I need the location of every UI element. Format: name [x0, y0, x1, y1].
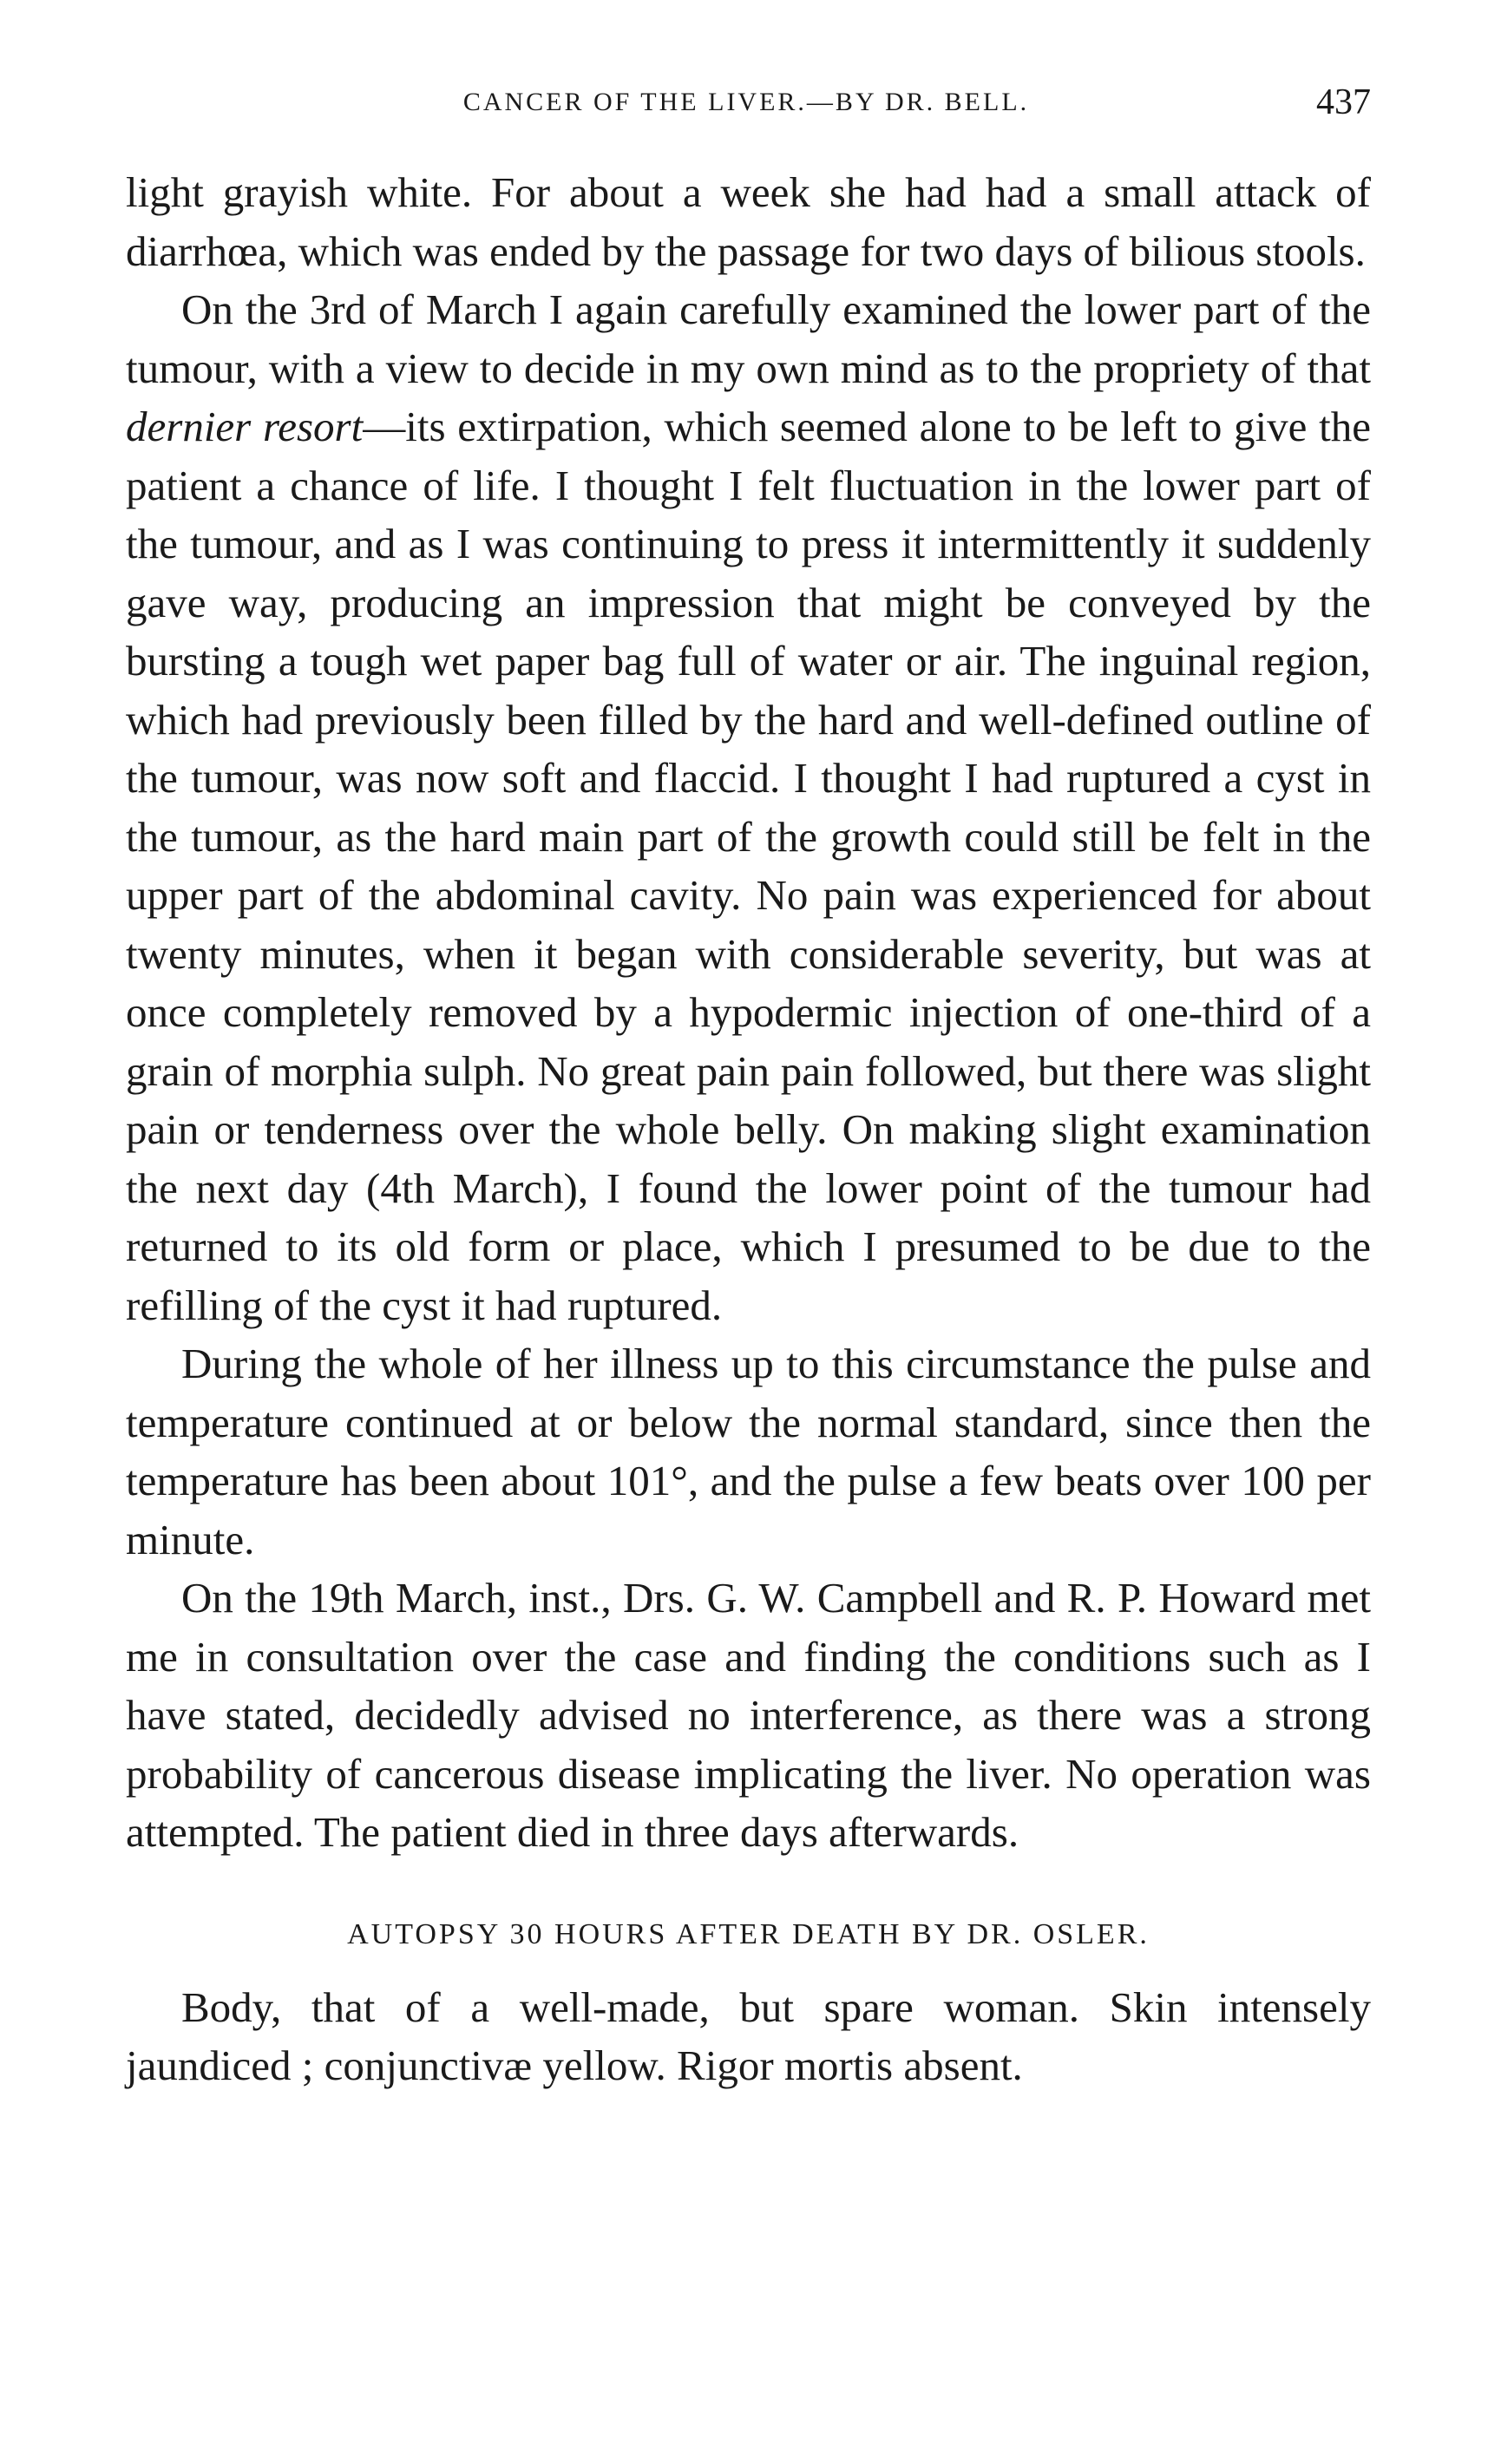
running-title: CANCER OF THE LIVER.—BY DR. BELL. — [462, 88, 1030, 116]
paragraph-continuation: light grayish white. For about a week she had had a small attack of diarrhœa, which was ended by the passage for two days of bilious stools. — [126, 168, 1371, 275]
body-text — [126, 163, 1371, 2095]
paragraph-examination — [126, 280, 1371, 1334]
running-head — [121, 76, 1371, 128]
section-heading: AUTOPSY 30 HOURS AFTER DEATH BY DR. OSLER. — [347, 1917, 1150, 1950]
paragraph-examination-after: —its extirpation, which seemed alone to be left to give the patient a chance of life. I thought I felt fluctuation in the lower part of the tumour, and as I was continuing to press it intermittently it suddenly gave way, producing an impression that might be conveyed by the bursting a tough wet paper bag full of water or air. The inguinal region, which had previously been filled by the hard and well-defined outline of the tumour, was now soft and flaccid. I thought I had ruptured a cyst in the tumour, as the hard main part of the growth could still be felt in the upper part of the abdominal cavity. No pain was experienced for about twenty minutes, when it began with considerable severity, but was at once completely removed by a hypodermic injection of one-third of a grain of morphia sulph. No great pain pain followed, but there was slight pain or tenderness over the whole belly. On making slight examination the next day (4th March), I found the lower point of the tumour had returned to its old form or place, which I presumed to be due to the refilling of the cyst it had ruptured. — [126, 403, 1371, 1329]
italic-phrase: dernier resort — [126, 403, 364, 450]
paragraph-examination-before: On the 3rd of March I again carefully examined the lower part of the tumour, with a view to decide in my own mind as to the propriety of that — [126, 285, 1371, 392]
paragraph-pulse-temperature: During the whole of her illness up to this circumstance the pulse and temperature continued at or below the normal standard, since then the temperature has been about 101°, and the pulse a few beats over 100 per minute. — [126, 1340, 1371, 1563]
paragraph-consultation: On the 19th March, inst., Drs. G. W. Campbell and R. P. Howard met me in consultation over the case and finding the conditions such as I have stated, decidedly advised no interference, as there was a strong probability of cancerous disease implicating the liver. No operation was attempted. The patient died in three days afterwards. — [126, 1574, 1371, 1856]
page-number: 437 — [1316, 82, 1371, 122]
paragraph-autopsy: Body, that of a well-made, but spare woman. Skin intensely jaundiced ; conjunctivæ yellow. Rigor mortis absent. — [126, 1982, 1371, 2089]
